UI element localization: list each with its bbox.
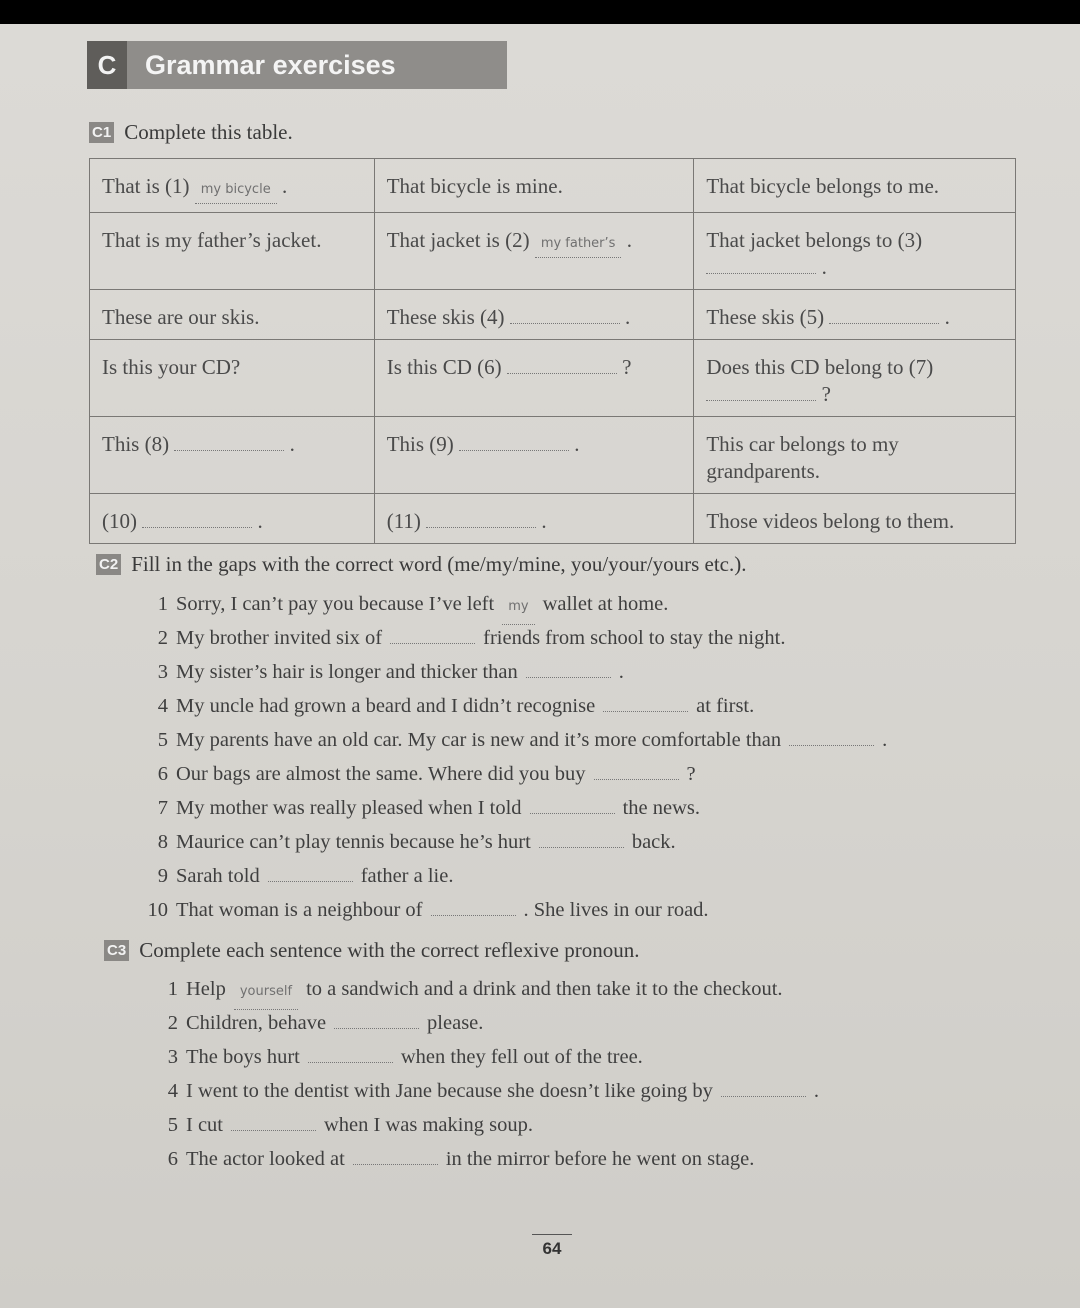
item-text: at first. xyxy=(696,695,755,717)
cell-punct: . xyxy=(944,305,950,329)
item-text: . xyxy=(882,729,888,751)
cell-text: That is (1) xyxy=(102,174,190,198)
gap-blank[interactable]: yourself xyxy=(234,975,298,1010)
exercise-item xyxy=(150,1040,819,1074)
item-text: ? xyxy=(686,763,696,785)
cell-punct: ? xyxy=(821,382,831,406)
cell-text: That is my father’s jacket. xyxy=(102,228,322,252)
cell-text: These skis (4) xyxy=(386,305,505,329)
table-cell xyxy=(90,159,375,213)
answer-blank[interactable] xyxy=(142,509,252,528)
item-text: the news. xyxy=(622,797,700,819)
c3-tag: C3 xyxy=(104,940,129,961)
gap-blank[interactable] xyxy=(231,1110,316,1131)
gap-blank[interactable] xyxy=(721,1076,806,1097)
answer-blank[interactable] xyxy=(174,432,284,451)
item-text: father a lie. xyxy=(360,865,454,887)
table-row xyxy=(90,494,1016,544)
table-row xyxy=(90,340,1016,417)
item-text: My uncle had grown a beard and I didn’t recognise xyxy=(176,695,596,717)
item-number: 6 xyxy=(157,763,168,785)
cell-text: That jacket belongs to (3) xyxy=(706,228,923,252)
gap-blank[interactable] xyxy=(526,657,611,678)
item-text: wallet at home. xyxy=(542,593,669,615)
exercise-item xyxy=(140,757,887,791)
gap-blank[interactable] xyxy=(353,1144,438,1165)
answer-blank[interactable] xyxy=(459,432,569,451)
answer-blank[interactable] xyxy=(426,509,536,528)
item-text: Children, behave xyxy=(186,1012,327,1034)
c2-heading xyxy=(96,552,746,577)
item-number: 3 xyxy=(167,1046,178,1068)
exercise-item xyxy=(150,1142,819,1176)
cell-punct: . xyxy=(574,432,580,456)
c2-list xyxy=(140,587,887,927)
item-text: please. xyxy=(427,1012,484,1034)
table-cell xyxy=(374,290,694,340)
cell-text: These are our skis. xyxy=(102,305,260,329)
section-letter: C xyxy=(87,41,127,89)
item-text: I went to the dentist with Jane because she doesn’t like going by xyxy=(186,1080,713,1102)
table-cell xyxy=(374,213,694,290)
exercise-item xyxy=(140,825,887,859)
textbook-page xyxy=(0,24,1080,1308)
c3-heading xyxy=(104,938,639,963)
c3-instruction: Complete each sentence with the correct reflexive pronoun. xyxy=(139,938,640,962)
exercise-item xyxy=(140,621,887,655)
table-cell xyxy=(374,417,694,494)
answer-blank[interactable] xyxy=(829,305,939,324)
item-text: Sorry, I can’t pay you because I’ve left xyxy=(176,593,495,615)
c3-list xyxy=(150,972,819,1176)
table-row xyxy=(90,290,1016,340)
table-cell xyxy=(694,417,1016,494)
table-cell xyxy=(90,290,375,340)
item-number: 5 xyxy=(157,729,168,751)
item-text: My mother was really pleased when I told xyxy=(176,797,522,819)
gap-blank[interactable] xyxy=(308,1042,393,1063)
item-number: 1 xyxy=(167,978,178,1000)
item-number: 9 xyxy=(157,865,168,887)
item-text: . xyxy=(813,1080,819,1102)
table-cell xyxy=(694,213,1016,290)
item-text: Maurice can’t play tennis because he’s hurt xyxy=(176,831,531,853)
gap-blank[interactable] xyxy=(539,827,624,848)
section-title: Grammar exercises xyxy=(145,50,396,80)
table-row xyxy=(90,213,1016,290)
item-number: 6 xyxy=(167,1148,178,1170)
cell-text: Is this CD (6) xyxy=(386,355,502,379)
item-text: Our bags are almost the same. Where did you buy xyxy=(176,763,586,785)
exercise-item xyxy=(140,655,887,689)
c1-instruction: Complete this table. xyxy=(124,120,293,144)
exercise-item xyxy=(150,1074,819,1108)
answer-blank[interactable] xyxy=(510,305,620,324)
item-text: back. xyxy=(631,831,676,853)
item-number: 4 xyxy=(167,1080,178,1102)
gap-blank[interactable] xyxy=(789,725,874,746)
item-text: The boys hurt xyxy=(186,1046,300,1068)
table-cell xyxy=(90,340,375,417)
item-text: My parents have an old car. My car is new and it’s more comfortable than xyxy=(176,729,782,751)
item-text: when I was making soup. xyxy=(324,1114,533,1136)
item-text: That woman is a neighbour of xyxy=(176,899,423,921)
item-text: Sarah told xyxy=(176,865,260,887)
answer-blank[interactable] xyxy=(706,255,816,274)
answer-blank[interactable] xyxy=(706,382,816,401)
table-cell xyxy=(694,494,1016,544)
c2-instruction: Fill in the gaps with the correct word (me/my/mine, you/your/yours etc.). xyxy=(131,552,747,576)
cell-punct: . xyxy=(257,509,263,533)
gap-blank[interactable] xyxy=(431,895,516,916)
exercise-item xyxy=(140,859,887,893)
cell-text: (10) xyxy=(102,509,137,533)
item-text: friends from school to stay the night. xyxy=(483,627,786,649)
item-text: . She lives in our road. xyxy=(523,899,709,921)
item-number: 8 xyxy=(157,831,168,853)
cell-text: That bicycle is mine. xyxy=(386,174,563,198)
item-number: 1 xyxy=(157,593,168,615)
gap-blank[interactable] xyxy=(530,793,615,814)
gap-blank[interactable] xyxy=(603,691,688,712)
section-banner xyxy=(87,41,507,89)
exercise-item xyxy=(140,587,887,621)
gap-blank[interactable]: my xyxy=(502,590,534,625)
table-cell xyxy=(90,213,375,290)
table-cell xyxy=(374,494,694,544)
table-cell xyxy=(694,159,1016,213)
cell-punct: . xyxy=(281,174,288,198)
c1-tag: C1 xyxy=(89,122,114,143)
table-cell xyxy=(90,494,375,544)
gap-blank[interactable] xyxy=(594,759,679,780)
item-number: 7 xyxy=(157,797,168,819)
answer-blank[interactable]: my father’s xyxy=(535,230,622,258)
table-cell xyxy=(374,340,694,417)
cell-text: That bicycle belongs to me. xyxy=(706,174,940,198)
exercise-item xyxy=(150,972,819,1006)
cell-text: This (8) xyxy=(102,432,170,456)
cell-text: Those videos belong to them. xyxy=(706,509,955,533)
cell-punct: ? xyxy=(622,355,632,379)
table-cell xyxy=(694,340,1016,417)
cell-punct: . xyxy=(821,255,827,279)
cell-punct: . xyxy=(289,432,295,456)
cell-text: (11) xyxy=(386,509,421,533)
item-text: The actor looked at xyxy=(186,1148,345,1170)
exercise-item xyxy=(140,723,887,757)
cell-text: This (9) xyxy=(386,432,454,456)
item-text: My brother invited six of xyxy=(176,627,383,649)
table-row xyxy=(90,159,1016,213)
cell-text: Does this CD belong to (7) xyxy=(706,355,934,379)
item-text: . xyxy=(618,661,624,683)
gap-blank[interactable] xyxy=(268,861,353,882)
item-text: when they fell out of the tree. xyxy=(400,1046,643,1068)
table-cell xyxy=(90,417,375,494)
cell-text: Is this your CD? xyxy=(102,355,241,379)
cell-punct: . xyxy=(625,305,631,329)
table-row xyxy=(90,417,1016,494)
item-number: 2 xyxy=(167,1012,178,1034)
item-text: I cut xyxy=(186,1114,223,1136)
item-number: 3 xyxy=(157,661,168,683)
table-cell xyxy=(694,290,1016,340)
table-cell xyxy=(374,159,694,213)
exercise-item xyxy=(140,689,887,723)
page-number: 64 xyxy=(532,1234,572,1259)
item-text: Help xyxy=(186,978,226,1000)
c1-heading xyxy=(89,120,293,145)
item-number: 10 xyxy=(147,899,168,921)
cell-text: This car belongs to my grandparents. xyxy=(706,432,899,483)
exercise-item xyxy=(150,1006,819,1040)
item-number: 2 xyxy=(157,627,168,649)
cell-punct: . xyxy=(541,509,547,533)
item-text: to a sandwich and a drink and then take it to the checkout. xyxy=(306,978,783,1000)
gap-blank[interactable] xyxy=(334,1008,419,1029)
exercise-item xyxy=(140,893,887,927)
exercise-item xyxy=(150,1108,819,1142)
item-text: in the mirror before he went on stage. xyxy=(445,1148,755,1170)
c2-tag: C2 xyxy=(96,554,121,575)
answer-blank[interactable]: my bicycle xyxy=(195,176,277,204)
cell-text: These skis (5) xyxy=(706,305,825,329)
cell-text: That jacket is (2) xyxy=(386,228,530,252)
item-number: 4 xyxy=(157,695,168,717)
item-text: My sister’s hair is longer and thicker than xyxy=(176,661,518,683)
answer-blank[interactable] xyxy=(507,355,617,374)
gap-blank[interactable] xyxy=(390,623,475,644)
c1-table xyxy=(89,158,1016,544)
cell-punct: . xyxy=(626,228,632,252)
exercise-item xyxy=(140,791,887,825)
item-number: 5 xyxy=(167,1114,178,1136)
